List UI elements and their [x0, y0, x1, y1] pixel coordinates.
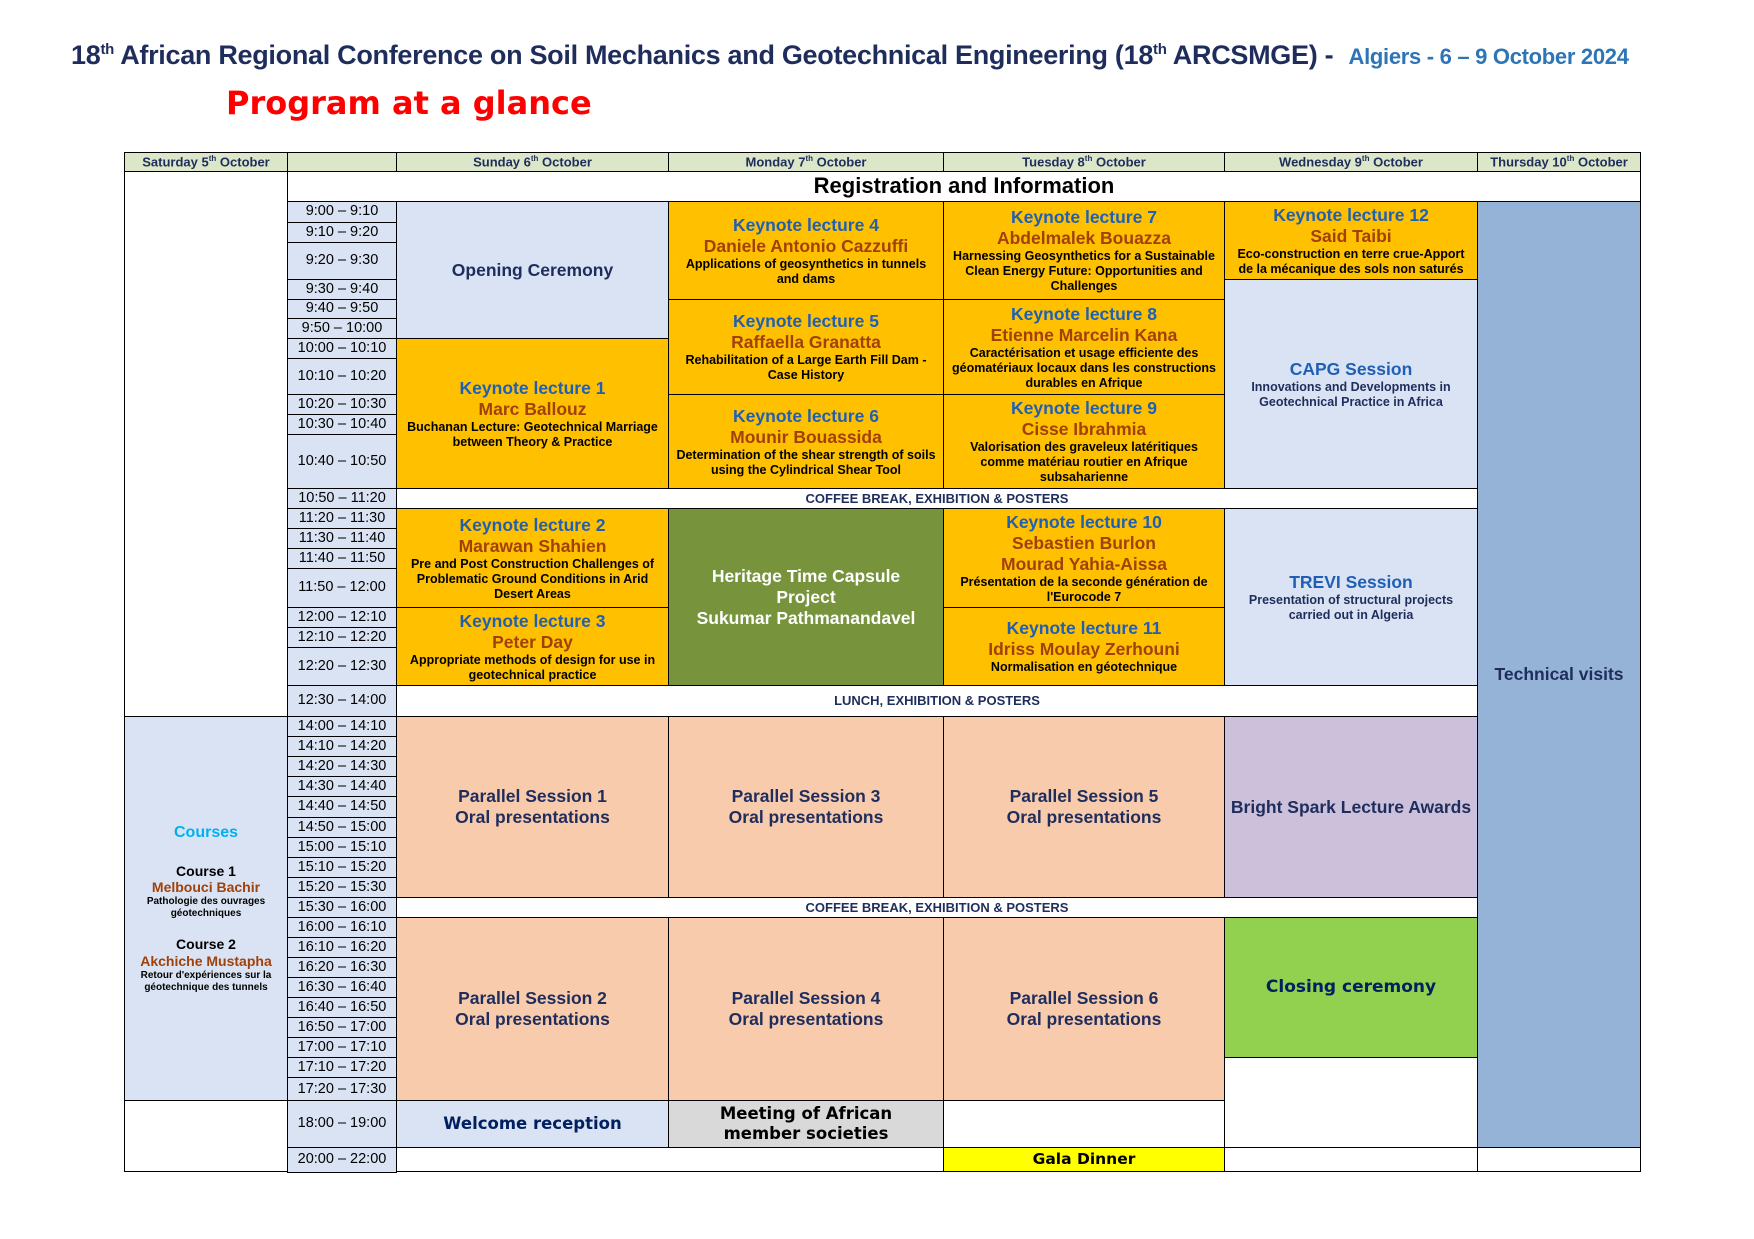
keynote-speaker: Abdelmalek Bouazza	[996, 228, 1172, 248]
time-slot: 9:00 – 9:10	[287, 201, 397, 223]
time-slot: 10:30 – 10:40	[287, 414, 397, 435]
empty-dinner-thu	[1477, 1147, 1641, 1172]
courses-title: Courses	[173, 824, 239, 842]
day-header-wednesday: Wednesday 9th October	[1224, 152, 1478, 172]
keynote-label: Keynote lecture 6	[733, 405, 879, 426]
courses-block	[124, 716, 288, 1101]
bright-spark-lecture-awards: Bright Spark Lecture Awards	[1224, 716, 1478, 898]
meeting-african-member-societies: Meeting of African member societies	[668, 1100, 944, 1148]
keynote-label: Keynote lecture 12	[1273, 204, 1429, 225]
time-slot: 11:50 – 12:00	[287, 568, 397, 608]
keynote-lecture-9	[943, 394, 1225, 489]
keynote-label: Keynote lecture 8	[1011, 303, 1157, 324]
keynote-title: Determination of the shear strength of soils using the Cylindrical Shear Tool	[676, 447, 936, 477]
keynote-speaker: Daniele Antonio Cazzuffi	[703, 235, 909, 256]
keynote-lecture-6	[668, 394, 944, 489]
keynote-speaker: Marc Ballouz	[478, 398, 587, 419]
keynote-label: Keynote lecture 1	[459, 377, 606, 398]
time-slot: 16:20 – 16:30	[287, 957, 397, 978]
capg-session	[1224, 279, 1478, 489]
keynote-lecture-7	[943, 201, 1225, 300]
keynote-speaker: Etienne Marcelin Kana	[990, 324, 1178, 345]
keynote-lecture-4	[668, 201, 944, 300]
time-slot: 10:00 – 10:10	[287, 338, 397, 359]
keynote-label: Keynote lecture 4	[733, 214, 879, 235]
keynote-speaker: Said Taibi	[1310, 225, 1392, 246]
keynote-speaker-2: Mourad Yahia-Aissa	[1001, 553, 1167, 574]
session-description: Innovations and Developments in Geotechnical Practice in Africa	[1251, 379, 1451, 409]
day-header-tuesday: Tuesday 8th October	[943, 152, 1225, 172]
parallel-session-3	[668, 716, 944, 898]
keynote-title: Présentation de la seconde génération de l'Eurocode 7	[960, 574, 1208, 604]
session-label: TREVI Session	[1289, 571, 1413, 592]
session-label: CAPG Session	[1289, 358, 1413, 379]
keynote-title: Caractérisation et usage efficiente des géomatériaux locaux dans les constructions durables en Afrique	[952, 345, 1216, 390]
time-slot: 14:00 – 14:10	[287, 716, 397, 737]
time-slot: 15:10 – 15:20	[287, 857, 397, 878]
keynote-label: Keynote lecture 11	[1006, 618, 1162, 638]
keynote-lecture-12	[1224, 201, 1478, 280]
gala-dinner: Gala Dinner	[943, 1147, 1225, 1172]
time-slot: 14:30 – 14:40	[287, 776, 397, 797]
time-slot: 12:30 – 14:00	[287, 685, 397, 717]
time-slot: 9:30 – 9:40	[287, 279, 397, 300]
keynote-speaker-1: Sebastien Burlon	[1012, 532, 1156, 553]
keynote-title: Valorisation des graveleux latéritiques comme matériau routier en Afrique subsaharienne	[970, 440, 1198, 484]
time-slot: 20:00 – 22:00	[287, 1147, 397, 1173]
time-slot: 9:20 – 9:30	[287, 242, 397, 280]
session-type: Oral presentations	[728, 807, 884, 827]
time-slot: 16:30 – 16:40	[287, 977, 397, 998]
course-1-title: Pathologie des ouvrages géotechniques	[146, 896, 266, 920]
keynote-title: Applications of geosynthetics in tunnels and dams	[685, 256, 927, 286]
time-slot: 12:00 – 12:10	[287, 607, 397, 628]
session-title: Parallel Session 3	[731, 786, 881, 806]
heritage-line-2: Project	[776, 586, 836, 607]
keynote-speaker: Idriss Moulay Zerhouni	[988, 639, 1180, 659]
keynote-speaker: Marawan Shahien	[458, 535, 607, 556]
time-slot: 10:50 – 11:20	[287, 488, 397, 509]
time-slot: 16:00 – 16:10	[287, 917, 397, 938]
technical-visits: Technical visits	[1477, 201, 1641, 1148]
keynote-title: Normalisation en géotechnique	[990, 660, 1178, 674]
parallel-session-6	[943, 917, 1225, 1101]
course-2-title: Retour d'expériences sur la géotechnique des tunnels	[140, 969, 272, 993]
keynote-lecture-2	[396, 508, 669, 608]
keynote-title: Eco-construction en terre crue-Apport de la mécanique des sols non saturés	[1237, 246, 1465, 276]
time-slot: 16:40 – 16:50	[287, 997, 397, 1018]
empty-dinner-wed	[1224, 1147, 1478, 1172]
time-slot: 18:00 – 19:00	[287, 1100, 397, 1148]
day-header-thursday: Thursday 10th October	[1477, 152, 1641, 172]
keynote-label: Keynote lecture 7	[1011, 207, 1157, 227]
heritage-time-capsule	[668, 508, 944, 686]
keynote-lecture-5	[668, 299, 944, 395]
coffee-break-morning: COFFEE BREAK, EXHIBITION & POSTERS	[396, 488, 1478, 509]
keynote-label: Keynote lecture 2	[459, 514, 606, 535]
time-header	[287, 152, 397, 172]
keynote-speaker: Peter Day	[492, 631, 573, 652]
time-slot: 10:20 – 10:30	[287, 394, 397, 415]
time-slot: 14:20 – 14:30	[287, 756, 397, 777]
registration-banner: Registration and Information	[287, 171, 1641, 202]
session-title: Parallel Session 4	[731, 988, 881, 1008]
day-header-sunday: Sunday 6th October	[396, 152, 669, 172]
keynote-label: Keynote lecture 10	[1006, 511, 1162, 532]
parallel-session-2	[396, 917, 669, 1101]
session-title: Parallel Session 6	[1009, 988, 1159, 1008]
session-type: Oral presentations	[728, 1009, 884, 1029]
saturday-empty-morning	[124, 171, 288, 717]
keynote-title: Appropriate methods of design for use in geotechnical practice	[409, 652, 656, 682]
session-title: Parallel Session 5	[1009, 786, 1159, 806]
keynote-label: Keynote lecture 3	[459, 610, 606, 631]
course-2-name: Akchiche Mustapha	[140, 952, 272, 969]
time-slot: 14:40 – 14:50	[287, 796, 397, 818]
time-slot: 15:00 – 15:10	[287, 837, 397, 858]
time-slot: 15:20 – 15:30	[287, 877, 397, 898]
time-slot: 9:10 – 9:20	[287, 222, 397, 243]
time-slot: 11:30 – 11:40	[287, 528, 397, 549]
welcome-reception: Welcome reception	[396, 1100, 669, 1148]
time-slot: 10:40 – 10:50	[287, 434, 397, 489]
heritage-speaker: Sukumar Pathmanandavel	[696, 607, 916, 628]
time-slot: 10:10 – 10:20	[287, 358, 397, 395]
time-slot: 12:20 – 12:30	[287, 647, 397, 686]
keynote-title: Rehabilitation of a Large Earth Fill Dam - Case History	[685, 353, 927, 382]
keynote-lecture-3	[396, 607, 669, 686]
keynote-title: Buchanan Lecture: Geotechnical Marriage between Theory & Practice	[407, 419, 658, 449]
course-1-name: Melbouci Bachir	[151, 879, 261, 896]
coffee-break-afternoon: COFFEE BREAK, EXHIBITION & POSTERS	[396, 897, 1478, 918]
keynote-title: Pre and Post Construction Challenges of Problematic Ground Conditions in Arid Desert Areas	[410, 556, 655, 601]
time-slot: 11:20 – 11:30	[287, 508, 397, 529]
time-slot: 11:40 – 11:50	[287, 548, 397, 569]
time-slot: 16:50 – 17:00	[287, 1017, 397, 1038]
course-1-label: Course 1	[176, 862, 236, 879]
session-description: Presentation of structural projects carried out in Algeria	[1248, 592, 1454, 622]
time-slot: 14:50 – 15:00	[287, 817, 397, 838]
empty-dinner-sun-mon	[396, 1147, 944, 1172]
time-slot: 9:40 – 9:50	[287, 299, 397, 319]
keynote-lecture-11	[943, 607, 1225, 686]
opening-ceremony: Opening Ceremony	[396, 201, 669, 339]
day-header-monday: Monday 7th October	[668, 152, 944, 172]
session-type: Oral presentations	[455, 807, 610, 827]
parallel-session-5	[943, 716, 1225, 898]
time-slot: 14:10 – 14:20	[287, 736, 397, 757]
session-title: Parallel Session 1	[458, 786, 607, 806]
time-slot: 12:10 – 12:20	[287, 627, 397, 648]
keynote-label: Keynote lecture 9	[1011, 398, 1157, 418]
trevi-session	[1224, 508, 1478, 686]
conference-location: Algiers - 6 – 9 October 2024	[1348, 44, 1629, 69]
parallel-session-4	[668, 917, 944, 1101]
keynote-lecture-8	[943, 299, 1225, 395]
time-slot: 17:10 – 17:20	[287, 1057, 397, 1078]
keynote-speaker: Cisse Ibrahmia	[1021, 419, 1147, 439]
time-slot: 17:20 – 17:30	[287, 1077, 397, 1102]
keynote-speaker: Mounir Bouassida	[730, 426, 882, 447]
keynote-title: Harnessing Geosynthetics for a Sustainable Clean Energy Future: Opportunities and Challenges	[953, 249, 1215, 293]
keynote-lecture-1	[396, 338, 669, 489]
keynote-speaker: Raffaella Granatta	[731, 332, 881, 352]
session-type: Oral presentations	[455, 1009, 610, 1029]
closing-ceremony: Closing ceremony	[1224, 917, 1478, 1058]
time-slot: 9:50 – 10:00	[287, 318, 397, 339]
saturday-empty-evening	[124, 1100, 288, 1172]
time-slot: 16:10 – 16:20	[287, 937, 397, 958]
wednesday-empty-evening	[1224, 1057, 1478, 1148]
session-type: Oral presentations	[1006, 1009, 1162, 1029]
session-type: Oral presentations	[1006, 807, 1162, 827]
page-subtitle: Program at a glance	[226, 84, 592, 122]
day-header-saturday: Saturday 5th October	[124, 152, 288, 172]
time-slot: 17:00 – 17:10	[287, 1037, 397, 1058]
course-2-label: Course 2	[176, 936, 236, 953]
time-slot: 15:30 – 16:00	[287, 897, 397, 918]
conference-title: 18th African Regional Conference on Soil Mechanics and Geotechnical Engineering (18th ARCSMGE) - Algiers - 6 – 9 October 2024	[71, 40, 1629, 70]
keynote-lecture-10	[943, 508, 1225, 608]
keynote-label: Keynote lecture 5	[733, 311, 879, 331]
session-title: Parallel Session 2	[458, 988, 607, 1008]
parallel-session-1	[396, 716, 669, 898]
heritage-line-1: Heritage Time Capsule	[711, 565, 901, 586]
lunch-break: LUNCH, EXHIBITION & POSTERS	[396, 685, 1478, 717]
tuesday-empty-evening	[943, 1100, 1225, 1148]
